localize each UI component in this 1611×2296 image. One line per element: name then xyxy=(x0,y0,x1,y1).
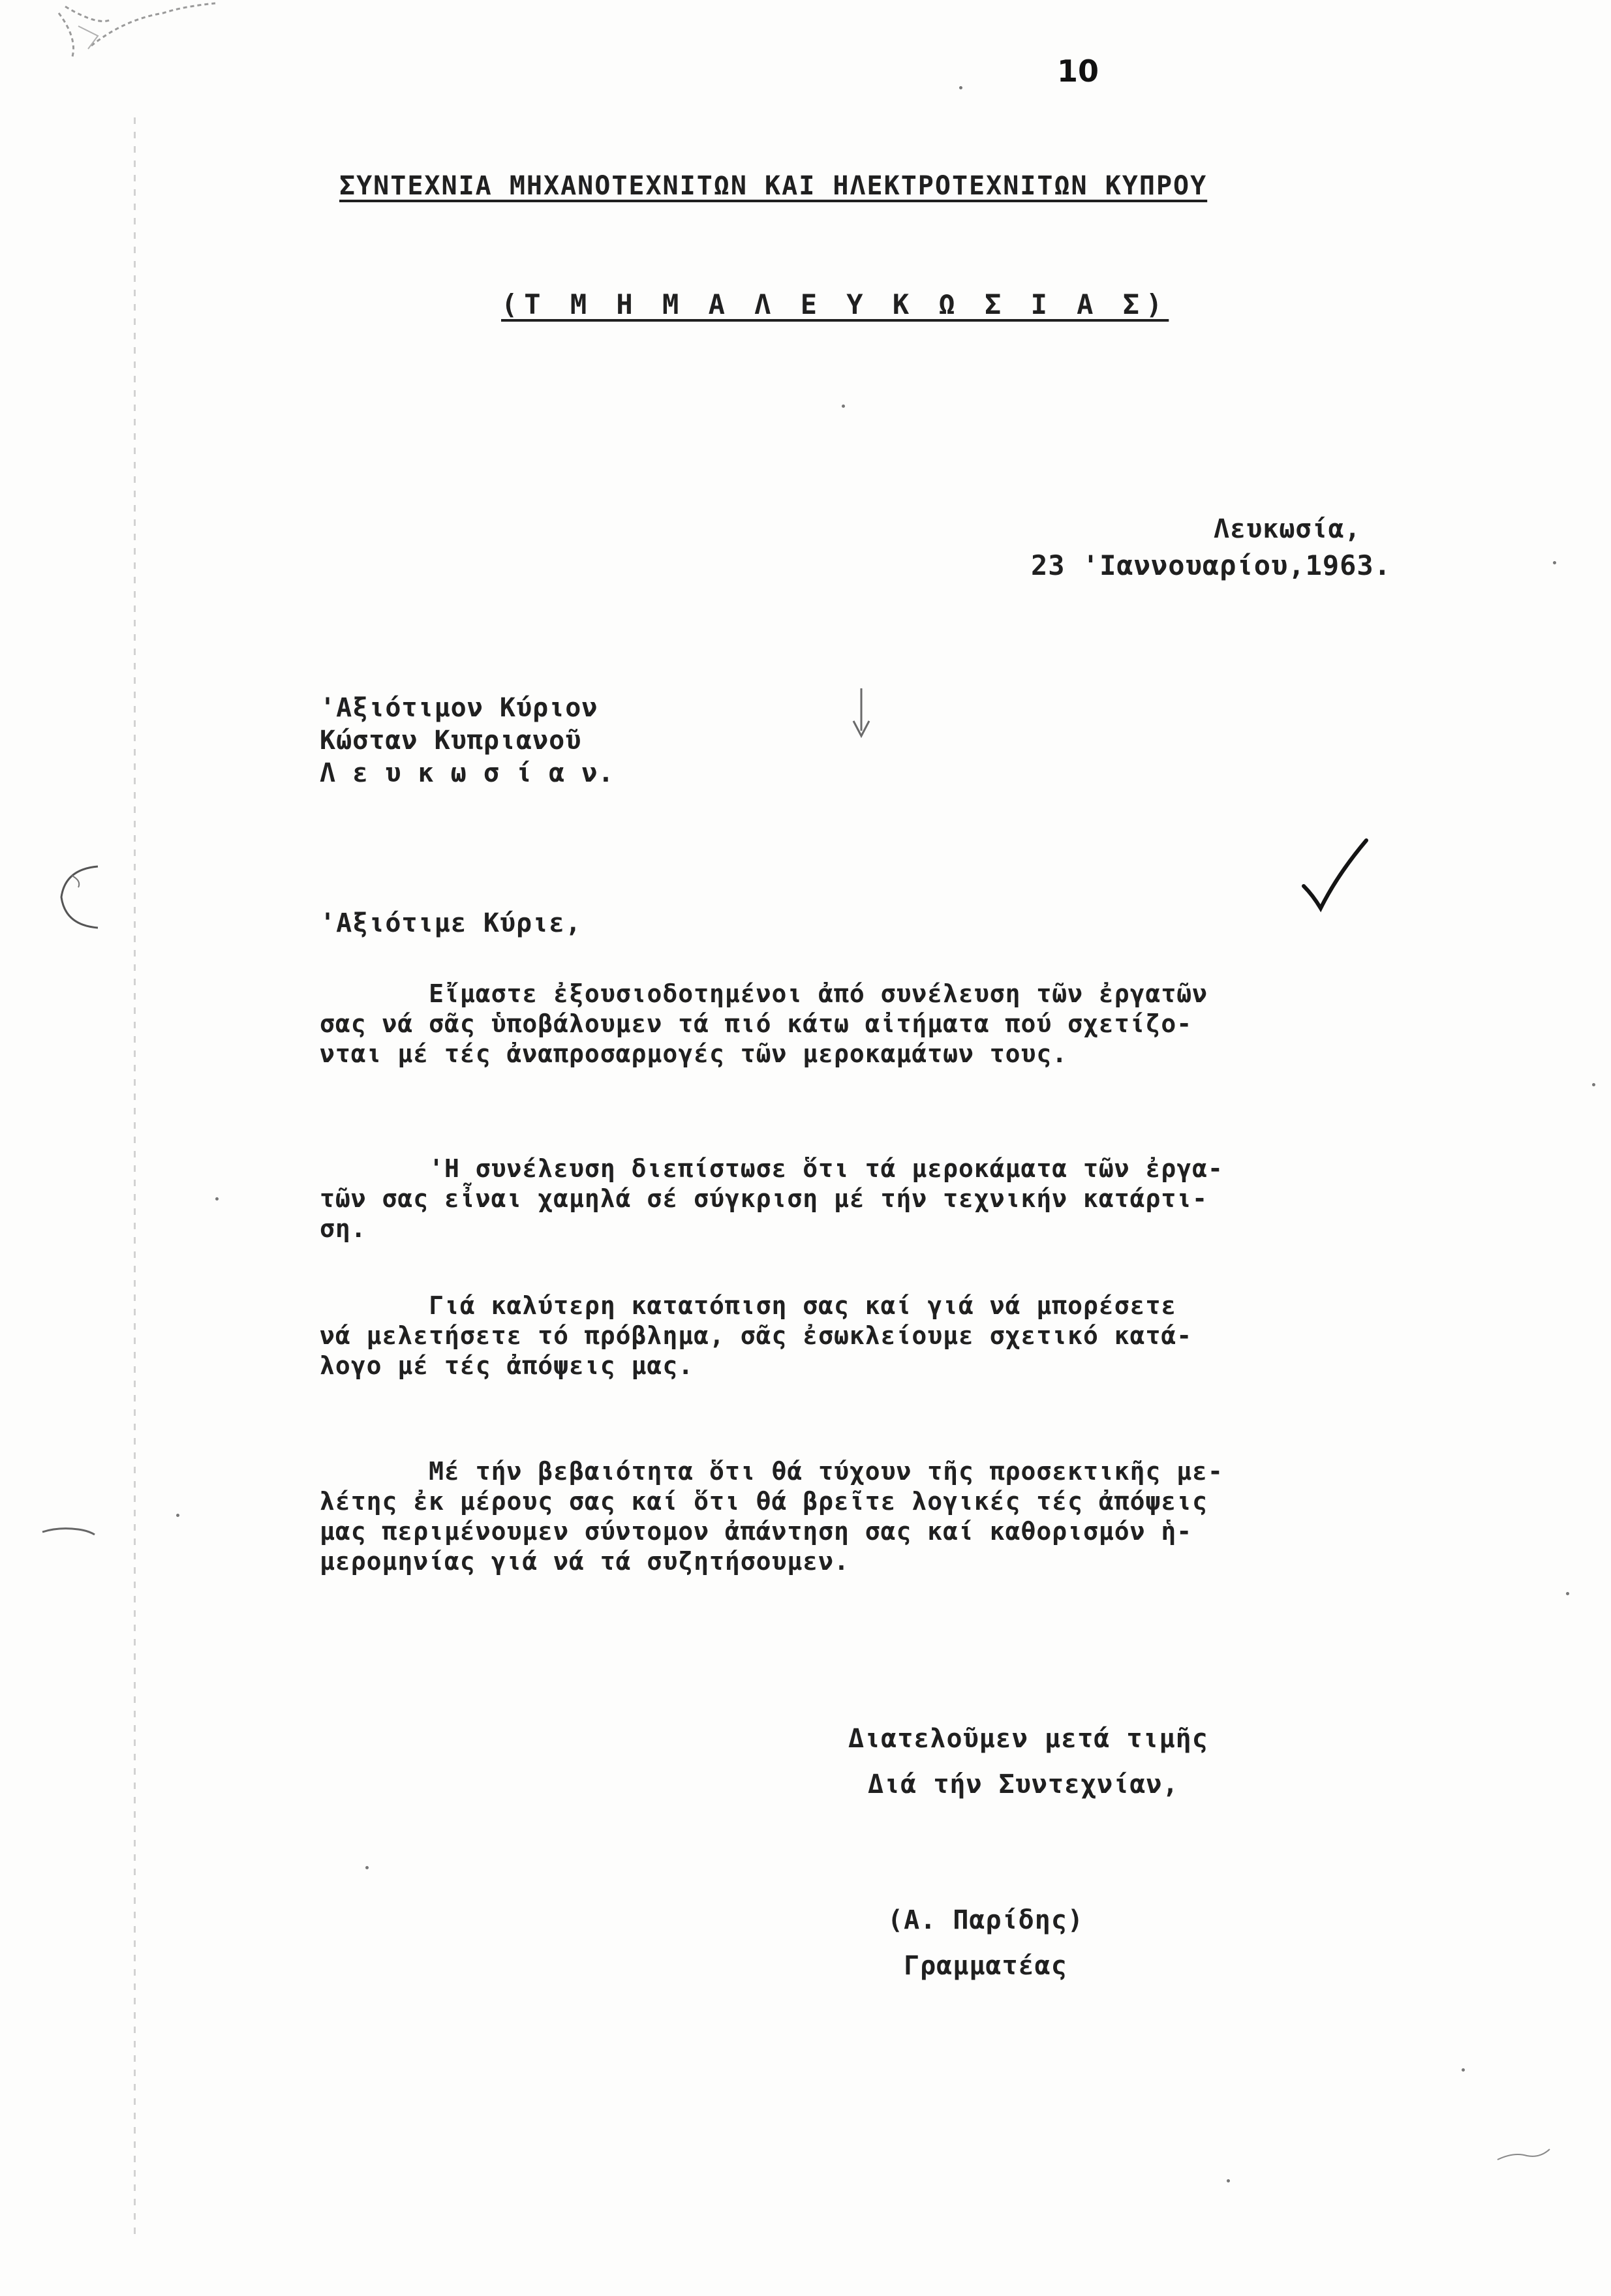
salutation: 'Αξιότιμε Κύριε, xyxy=(320,908,582,938)
dateline-place: Λευκωσία, xyxy=(1214,514,1361,544)
left-margin-line xyxy=(134,117,136,2238)
margin-bracket-mark xyxy=(52,861,104,933)
speck xyxy=(1553,561,1556,564)
paragraph-3: Γιά καλύτερη κατατόπιση σας καί γιά νά μπορέσετε νά μελετήσετε τό πρόβλημα, σᾶς ἐσωκλείουμε σχετικό κατά- λογο μέ τές ἀπόψεις μας. xyxy=(320,1291,1193,1380)
signatory-title: Γραμματέας xyxy=(904,1951,1067,1981)
speck xyxy=(1227,2179,1230,2182)
speck xyxy=(1592,1083,1595,1086)
signatory-name: (Α. Παρίδης) xyxy=(887,1905,1084,1935)
recipient-line-2: Κώσταν Κυπριανοῦ xyxy=(320,726,582,756)
dateline-date: 23 'Ιαννουαρίου,1963. xyxy=(1031,549,1392,581)
handwritten-check-icon xyxy=(1298,835,1370,913)
margin-dash-mark xyxy=(39,1520,98,1540)
page-number: 10 xyxy=(1057,54,1099,89)
handwritten-arrow-icon xyxy=(848,685,874,744)
speck xyxy=(842,405,845,408)
corner-scribble-mark xyxy=(1494,2140,1553,2166)
speck xyxy=(1462,2068,1465,2072)
organization-name: ΣΥΝΤΕΧΝΙΑ ΜΗΧΑΝΟΤΕΧΝΙΤΩΝ ΚΑΙ ΗΛΕΚΤΡΟΤΕΧΝΙΤΩΝ ΚΥΠΡΟΥ xyxy=(339,171,1208,201)
paragraph-4: Μέ τήν βεβαιότητα ὅτι θά τύχουν τῆς προσεκτικῆς με- λέτης ἐκ μέρους σας καί ὅτι θά βρεῖτε λογικές τές ἀπόψεις μας περιμένουμεν σύντομον ἀπάντηση σας καί καθορισμόν ἡ- μερομηνίας γιά νά τά συζητήσουμεν. xyxy=(320,1457,1223,1576)
recipient-line-1: 'Αξιότιμον Κύριον xyxy=(320,693,598,723)
speck xyxy=(1566,1592,1569,1595)
recipient-line-3: Λ ε υ κ ω σ ί α ν. xyxy=(320,758,615,788)
corner-smudge-mark xyxy=(52,0,222,72)
speck xyxy=(959,86,962,89)
paragraph-1: Εἴμαστε ἐξουσιοδοτημένοι ἀπό συνέλευση τῶν ἐργατῶν σας νά σᾶς ὑποβάλουμεν τά πιό κάτω αἰτήματα πού σχετίζο- νται μέ τές ἀναπροσαρμογές τῶν μεροκαμάτων τους. xyxy=(320,979,1208,1068)
speck xyxy=(215,1197,219,1201)
branch-name: (Τ Μ Η Μ Α Λ Ε Υ Κ Ω Σ Ι Α Σ) xyxy=(501,288,1169,320)
speck xyxy=(176,1514,179,1517)
paragraph-2: 'Η συνέλευση διεπίστωσε ὅτι τά μεροκάματα τῶν ἐργα- τῶν σας εἶναι χαμηλά σέ σύγκριση μέ τήν τεχνικήν κατάρτι- ση. xyxy=(320,1154,1223,1243)
speck xyxy=(365,1866,369,1869)
closing-line-1: Διατελοῦμεν μετά τιμῆς xyxy=(848,1724,1208,1754)
closing-line-2: Διά τήν Συντεχνίαν, xyxy=(868,1769,1179,1799)
